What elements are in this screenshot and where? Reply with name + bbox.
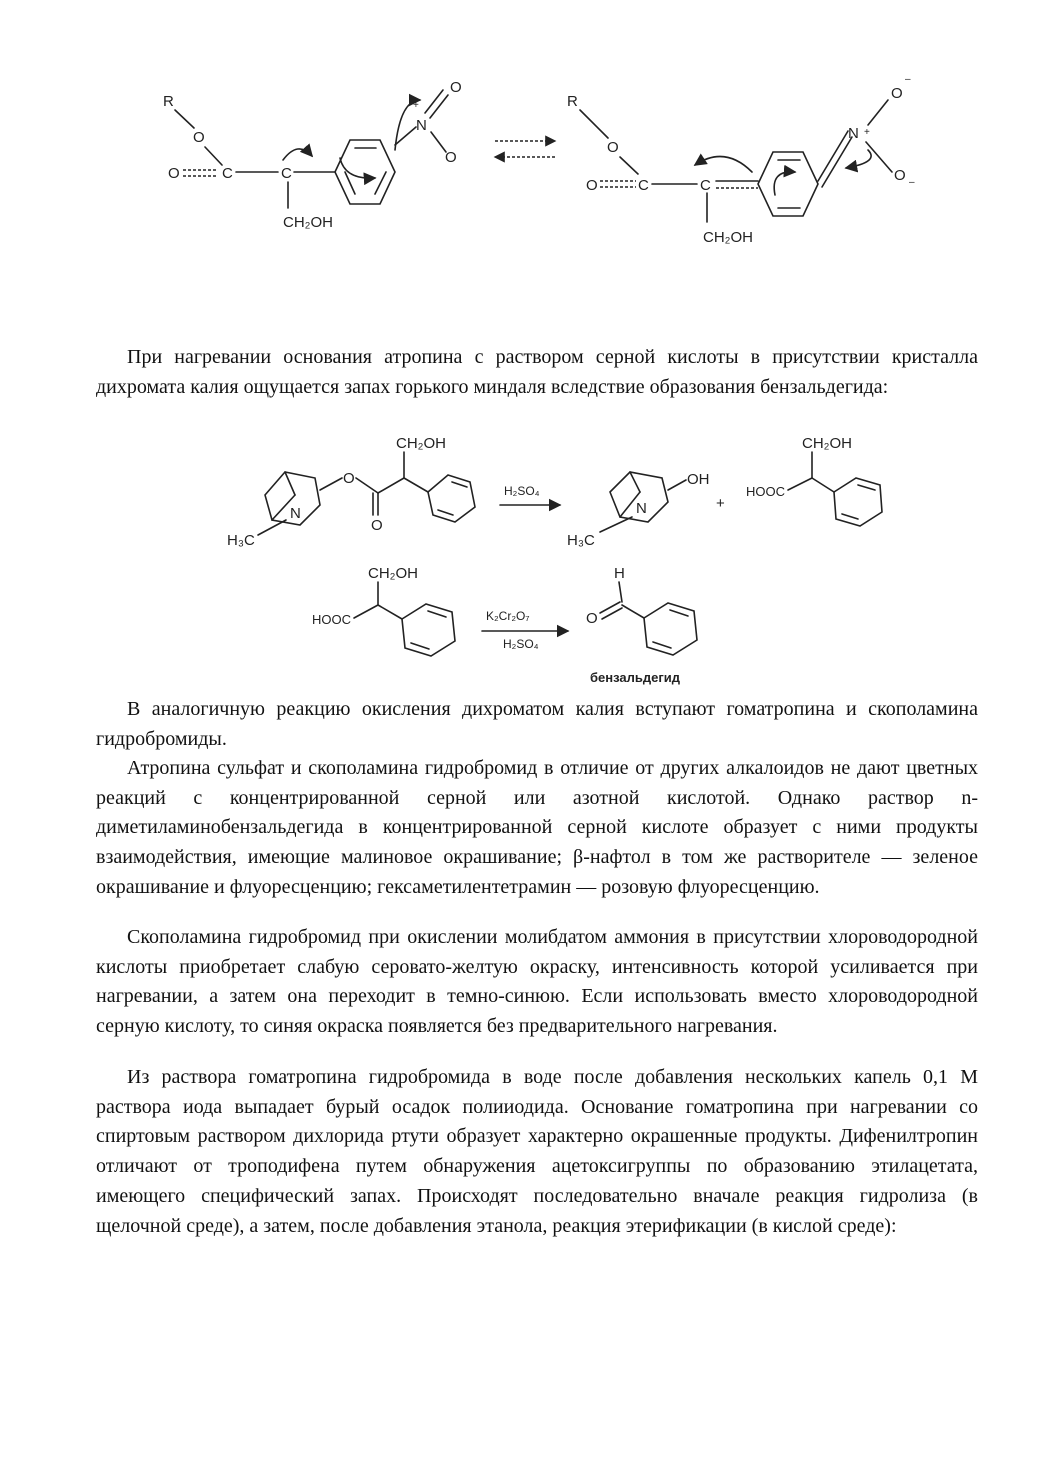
plus-sign: + [716, 495, 725, 512]
right-o-up: O [891, 85, 903, 102]
scheme-resonance [0, 60, 1039, 280]
left-c1: C [222, 165, 233, 182]
tropic-acid-ch2oh-1: CH₂OH [802, 435, 852, 452]
right-o-down: O [894, 167, 906, 184]
atropine-h3c: H₃C [227, 532, 255, 549]
right-n-plus: + [864, 127, 870, 138]
tropic-acid-hooc-2: HOOC [312, 612, 351, 627]
left-r-label: R [163, 93, 174, 110]
scheme-oxidation [0, 558, 1039, 688]
paragraph-4: Скополамина гидробромид при окислении молибдатом аммония в присутствии хлороводородной кислоты приобретает слабую серовато-желтую окраску, интенсивность которой усиливается при нагревании, а затем она переходит в темно-синюю. Если использовать вместо хлороводородной серную кислоту, то синяя окраска появляется без предварительного нагревания. [96, 926, 978, 1038]
left-ch2oh: CH₂OH [283, 214, 333, 231]
right-o-up-minus: – [905, 74, 911, 85]
atropine-o-ester: O [343, 470, 355, 487]
right-o-carbonyl: O [586, 177, 598, 194]
left-o-carbonyl: O [168, 165, 180, 182]
left-n: N [416, 117, 427, 134]
right-o-down-minus: – [909, 177, 915, 188]
scheme-hydrolysis [0, 432, 1039, 557]
tropic-acid-structure-2 [312, 565, 455, 656]
oxidation-reagent-bottom: H₂SO₄ [503, 637, 539, 651]
tropine-h3c: H₃C [567, 532, 595, 549]
left-nitrophenyl-ester [163, 79, 462, 231]
benzaldehyde-h: H [614, 565, 625, 582]
paragraph-1: При нагревании основания атропина с раствором серной кислоты в присутствии кристалла дихромата калия ощущается запах горького миндаля вследствие образования бензальдегида: [96, 346, 978, 398]
paragraph-5: Из раствора гоматропина гидробромида в воде после добавления нескольких капель 0,1 М раствора иода выпадает бурый осадок полииодида. Основание гоматропина при нагревании со спиртовым раствором дихлорида ртути образует характерно окрашенные продукты. Дифенилтропин отличают от троподифена путем обнаружения ацетоксигруппы по образованию этилацетата, имеющего специфический запах. Происходят последовательно вначале реакция гидролиза (в щелочной среде), а затем, после добавления этанола, реакция этерификации (в кислой среде): [96, 1066, 978, 1237]
left-n-plus: + [413, 100, 419, 111]
left-o-ester: O [193, 129, 205, 146]
benzaldehyde-label: бензальдегид [590, 670, 681, 685]
tropic-acid-structure-1 [746, 435, 882, 526]
equilibrium-arrows [495, 141, 555, 157]
hydrolysis-arrow [500, 484, 560, 505]
oxidation-arrow [482, 609, 568, 651]
right-quinoid-ester [567, 74, 915, 246]
right-n: N [848, 125, 859, 142]
atropine-structure [227, 435, 475, 549]
atropine-o-carbonyl: O [371, 517, 383, 534]
tropic-acid-hooc-1: HOOC [746, 484, 785, 499]
oxidation-reagent-top: K₂Cr₂O₇ [486, 609, 530, 623]
left-o-down: O [445, 149, 457, 166]
right-c2: C [700, 177, 711, 194]
benzaldehyde-o: O [586, 610, 598, 627]
tropic-acid-ch2oh-2: CH₂OH [368, 565, 418, 582]
left-o-up: O [450, 79, 462, 96]
right-o-ester: O [607, 139, 619, 156]
left-c2: C [281, 165, 292, 182]
right-r-label: R [567, 93, 578, 110]
tropine-oh: OH [687, 471, 710, 488]
paragraph-2: В аналогичную реакцию окисления дихроматом калия вступают гоматропина и скополамина гидробромиды. [96, 698, 978, 750]
right-ch2oh: CH₂OH [703, 229, 753, 246]
tropine-structure [567, 471, 710, 549]
atropine-n: N [290, 505, 301, 522]
right-c1: C [638, 177, 649, 194]
benzaldehyde-structure [586, 565, 697, 685]
paragraph-3: Атропина сульфат и скополамина гидробромид в отличие от других алкалоидов не дают цветных реакций с концентрированной серной или азотной кислотой. Однако раствор n-диметиламинобензальдегида в концентрированной серной кислоте образует с ними продукты взаимодействия, имеющие малиновое окрашивание; β-нафтол в том же растворителе — зеленое окрашивание и флуоресценцию; гексаметилентетрамин — розовую флуоресценцию. [96, 757, 978, 898]
hydrolysis-reagent: H₂SO₄ [504, 484, 540, 498]
atropine-ch2oh: CH₂OH [396, 435, 446, 452]
tropine-n: N [636, 500, 647, 517]
